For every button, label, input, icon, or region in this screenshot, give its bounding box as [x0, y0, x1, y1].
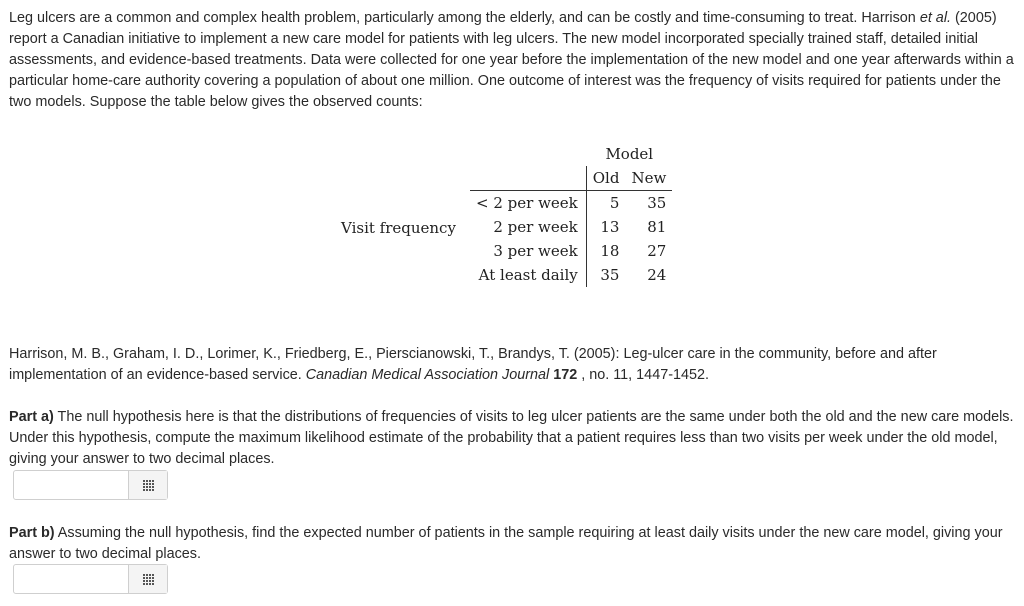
- question-page: [9, 8, 1017, 113]
- table-row: < 2 per week 5 35: [470, 191, 672, 216]
- table-row: 3 per week 18 27: [470, 239, 672, 263]
- col-new-header: New: [625, 166, 672, 191]
- keypad-grid-icon: [143, 480, 154, 491]
- part-a-answer-input[interactable]: [14, 471, 128, 499]
- intro-paragraph: Leg ulcers are a common and complex health problem, particularly among the elderly, and can be costly and time-consuming to treat. Harrison et al. (2005) report a Canadian initiative to implement a new care model for patients with leg ulcers. The new model incorporated specially trained staff, detailed initial assessments, and evidence-based treatments. Data were collected for one year before the implementation of the new model and one year afterwards within a particular home-care authority covering a population of about one million. One outcome of interest was the frequency of visits required for patients under the two models. Suppose the table below gives the observed counts:: [9, 10, 1014, 110]
- observed-counts-table: [470, 142, 672, 287]
- part-b-answer-input[interactable]: [14, 565, 128, 593]
- part-b-keypad-button[interactable]: [128, 565, 167, 593]
- part-a-answer-box: [13, 470, 168, 500]
- col-old-header: Old: [586, 166, 625, 191]
- reference-citation: Harrison, M. B., Graham, I. D., Lorimer, K., Friedberg, E., Pierscianowski, T., Brandys, T. (2005): Leg-ulcer care in the community, before and after implementation of an evidence-based service. Canadian Medical Association Journal 172 , no. 11, 1447-1452.: [9, 346, 937, 383]
- part-b-answer-box: [13, 564, 168, 594]
- row-group-label: Visit frequency: [341, 219, 456, 237]
- keypad-grid-icon: [143, 574, 154, 585]
- part-b-question: Part b) Assuming the null hypothesis, find the expected number of patients in the sample requiring at least daily visits under the new care model, giving your answer to two decimal places.: [9, 525, 1003, 562]
- table-row: At least daily 35 24: [470, 263, 672, 287]
- part-a-question: Part a) The null hypothesis here is that the distributions of frequencies of visits to leg ulcer patients are the same under both the old and the new care models. Under this hypothesis, compute the maximum likelihood estimate of the probability that a patient requires less than two visits per week under the old model, giving your answer to two decimal places.: [9, 409, 1014, 467]
- table-row: 2 per week 13 81: [470, 215, 672, 239]
- part-a-keypad-button[interactable]: [128, 471, 167, 499]
- model-header: Model: [605, 144, 654, 163]
